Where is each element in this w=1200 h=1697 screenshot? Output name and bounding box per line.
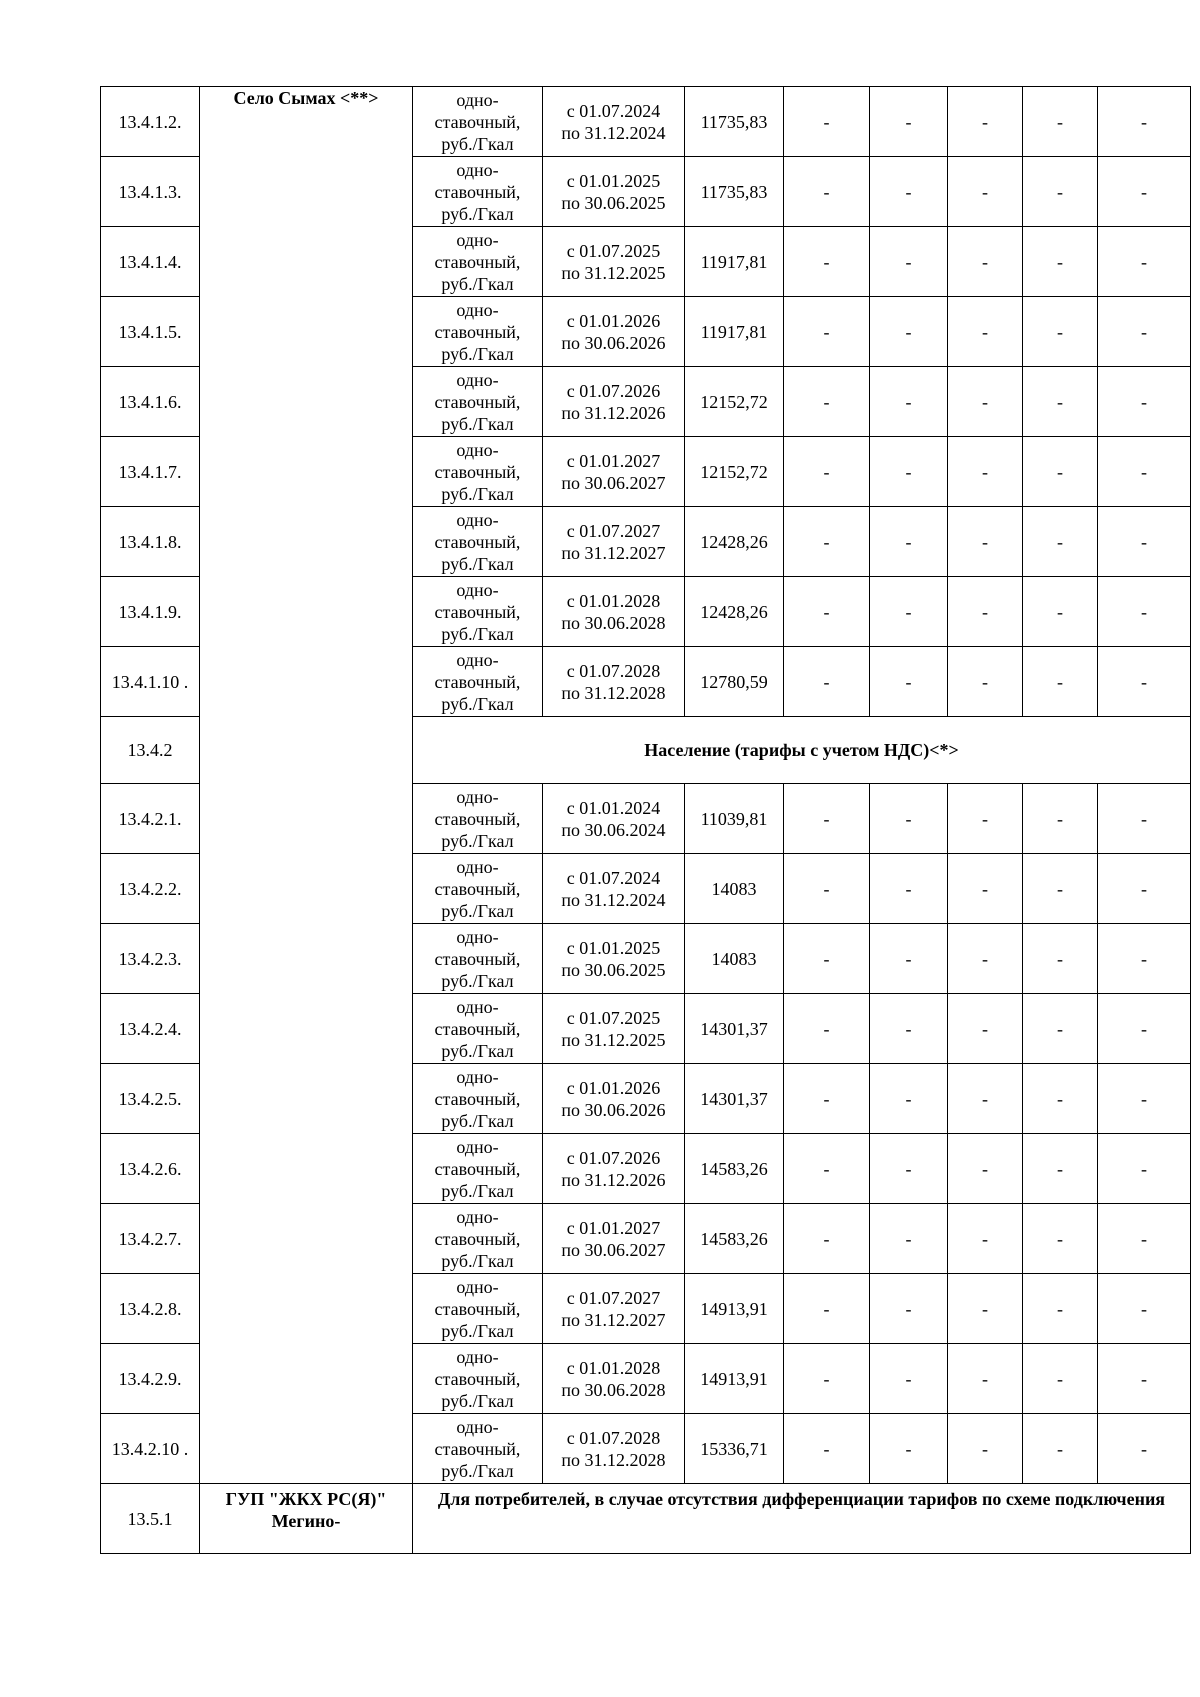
empty-cell: - [1098,1274,1191,1344]
empty-cell: - [870,437,948,507]
empty-cell: - [784,157,870,227]
period-to: по 30.06.2025 [561,192,666,213]
empty-cell: - [1023,784,1098,854]
tariff-type: одно-ставочный, руб./Гкал [413,87,543,157]
empty-cell: - [948,1204,1023,1274]
empty-cell: - [784,227,870,297]
empty-cell: - [1023,1204,1098,1274]
empty-cell: - [948,1274,1023,1344]
empty-cell: - [1023,157,1098,227]
row-number: 13.4.2.6. [101,1134,200,1204]
empty-cell: - [948,157,1023,227]
empty-cell: - [1098,1064,1191,1134]
period-to: по 31.12.2026 [561,402,666,423]
empty-cell: - [948,854,1023,924]
empty-cell: - [1023,924,1098,994]
empty-cell: - [1098,854,1191,924]
tariff-value: 14301,37 [685,994,784,1064]
tariff-period [543,1274,685,1344]
empty-cell: - [1023,577,1098,647]
empty-cell: - [870,854,948,924]
empty-cell: - [1023,1064,1098,1134]
period-from: с 01.01.2025 [566,170,661,191]
tariff-value: 11735,83 [685,87,784,157]
row-number: 13.4.2.10 . [101,1414,200,1484]
empty-cell: - [948,437,1023,507]
empty-cell: - [1098,924,1191,994]
tariff-type: одно-ставочный, руб./Гкал [413,1344,543,1414]
empty-cell: - [948,1344,1023,1414]
empty-cell: - [948,367,1023,437]
empty-cell: - [1098,87,1191,157]
empty-cell: - [870,367,948,437]
period-to: по 31.12.2025 [561,1029,666,1050]
tariff-type: одно-ставочный, руб./Гкал [413,1274,543,1344]
empty-cell: - [870,1344,948,1414]
tariff-value: 11917,81 [685,297,784,367]
empty-cell: - [870,1414,948,1484]
period-from: с 01.01.2024 [566,797,661,818]
tariff-type: одно-ставочный, руб./Гкал [413,1064,543,1134]
tariff-table [100,86,1191,1554]
period-to: по 31.12.2027 [561,1309,666,1330]
table-row [101,87,1191,157]
row-number: 13.4.2.5. [101,1064,200,1134]
tariff-period [543,157,685,227]
tariff-value: 14913,91 [685,1274,784,1344]
period-to: по 30.06.2027 [561,1239,666,1260]
period-to: по 31.12.2024 [561,889,666,910]
tariff-value: 11917,81 [685,227,784,297]
empty-cell: - [784,367,870,437]
tariff-value: 12152,72 [685,437,784,507]
tariff-period [543,437,685,507]
tariff-period [543,87,685,157]
tariff-type: одно-ставочный, руб./Гкал [413,227,543,297]
footer-number: 13.5.1 [101,1484,200,1554]
tariff-period [543,924,685,994]
row-number: 13.4.1.7. [101,437,200,507]
empty-cell: - [870,1134,948,1204]
tariff-table-body [101,87,1191,1554]
empty-cell: - [1098,1204,1191,1274]
tariff-type: одно-ставочный, руб./Гкал [413,784,543,854]
period-from: с 01.01.2028 [566,1357,661,1378]
empty-cell: - [784,1344,870,1414]
empty-cell: - [948,297,1023,367]
tariff-period [543,784,685,854]
empty-cell: - [1023,994,1098,1064]
tariff-value: 12428,26 [685,507,784,577]
period-to: по 30.06.2026 [561,332,666,353]
period-from: с 01.07.2027 [566,1287,661,1308]
period-from: с 01.07.2024 [566,100,661,121]
tariff-period [543,1414,685,1484]
period-from: с 01.07.2025 [566,1007,661,1028]
empty-cell: - [784,1414,870,1484]
empty-cell: - [1023,647,1098,717]
empty-cell: - [870,87,948,157]
empty-cell: - [1098,507,1191,577]
empty-cell: - [784,924,870,994]
empty-cell: - [784,87,870,157]
period-to: по 31.12.2028 [561,1449,666,1470]
tariff-type: одно-ставочный, руб./Гкал [413,157,543,227]
tariff-type: одно-ставочный, руб./Гкал [413,437,543,507]
empty-cell: - [1023,1274,1098,1344]
period-from: с 01.01.2027 [566,1217,661,1238]
row-number: 13.4.2.1. [101,784,200,854]
period-to: по 30.06.2024 [561,819,666,840]
empty-cell: - [948,647,1023,717]
period-from: с 01.01.2026 [566,310,661,331]
tariff-value: 11039,81 [685,784,784,854]
empty-cell: - [1098,157,1191,227]
empty-cell: - [1098,437,1191,507]
tariff-type: одно-ставочный, руб./Гкал [413,297,543,367]
period-from: с 01.01.2028 [566,590,661,611]
empty-cell: - [948,994,1023,1064]
empty-cell: - [1023,854,1098,924]
period-to: по 30.06.2025 [561,959,666,980]
empty-cell: - [1098,297,1191,367]
row-number: 13.4.1.3. [101,157,200,227]
empty-cell: - [948,1064,1023,1134]
empty-cell: - [784,437,870,507]
section-title: Население (тарифы с учетом НДС)<*> [413,717,1191,784]
tariff-type: одно-ставочный, руб./Гкал [413,507,543,577]
row-number: 13.4.1.2. [101,87,200,157]
empty-cell: - [948,784,1023,854]
tariff-period [543,647,685,717]
tariff-value: 14583,26 [685,1134,784,1204]
tariff-type: одно-ставочный, руб./Гкал [413,854,543,924]
row-number: 13.4.2.8. [101,1274,200,1344]
period-from: с 01.07.2025 [566,240,661,261]
row-number: 13.4.2.4. [101,994,200,1064]
empty-cell: - [1023,1344,1098,1414]
tariff-value: 12780,59 [685,647,784,717]
organization-name: ГУП "ЖКХ РС(Я)" Мегино- [200,1484,413,1554]
tariff-period [543,1204,685,1274]
empty-cell: - [1098,1414,1191,1484]
period-to: по 30.06.2028 [561,1379,666,1400]
section-number: 13.4.2 [101,717,200,784]
empty-cell: - [1023,1414,1098,1484]
empty-cell: - [1098,1134,1191,1204]
empty-cell: - [948,87,1023,157]
empty-cell: - [784,297,870,367]
empty-cell: - [1023,227,1098,297]
tariff-period [543,1134,685,1204]
empty-cell: - [1023,87,1098,157]
row-number: 13.4.1.10 . [101,647,200,717]
empty-cell: - [870,994,948,1064]
empty-cell: - [1098,1344,1191,1414]
tariff-value: 11735,83 [685,157,784,227]
tariff-type: одно-ставочный, руб./Гкал [413,1204,543,1274]
empty-cell: - [870,507,948,577]
empty-cell: - [1023,437,1098,507]
tariff-period [543,1064,685,1134]
row-number: 13.4.2.9. [101,1344,200,1414]
empty-cell: - [784,507,870,577]
empty-cell: - [784,1064,870,1134]
row-number: 13.4.2.2. [101,854,200,924]
period-to: по 31.12.2024 [561,122,666,143]
period-from: с 01.07.2027 [566,520,661,541]
tariff-value: 12152,72 [685,367,784,437]
empty-cell: - [1023,1134,1098,1204]
period-from: с 01.07.2028 [566,660,661,681]
tariff-value: 14083 [685,854,784,924]
period-to: по 30.06.2026 [561,1099,666,1120]
period-from: с 01.07.2026 [566,380,661,401]
tariff-type: одно-ставочный, руб./Гкал [413,577,543,647]
tariff-value: 12428,26 [685,577,784,647]
empty-cell: - [784,784,870,854]
period-from: с 01.07.2028 [566,1427,661,1448]
empty-cell: - [870,297,948,367]
tariff-type: одно-ставочный, руб./Гкал [413,367,543,437]
empty-cell: - [784,1204,870,1274]
settlement-name: Село Сымах <**> [200,87,413,1484]
empty-cell: - [784,854,870,924]
empty-cell: - [1098,994,1191,1064]
tariff-type: одно-ставочный, руб./Гкал [413,1134,543,1204]
period-from: с 01.01.2026 [566,1077,661,1098]
empty-cell: - [948,227,1023,297]
empty-cell: - [784,994,870,1064]
empty-cell: - [870,784,948,854]
tariff-type: одно-ставочный, руб./Гкал [413,1414,543,1484]
tariff-value: 14301,37 [685,1064,784,1134]
empty-cell: - [870,157,948,227]
empty-cell: - [870,1064,948,1134]
empty-cell: - [784,647,870,717]
empty-cell: - [948,577,1023,647]
empty-cell: - [870,1204,948,1274]
tariff-period [543,507,685,577]
empty-cell: - [870,577,948,647]
empty-cell: - [1098,577,1191,647]
empty-cell: - [948,924,1023,994]
empty-cell: - [870,924,948,994]
period-from: с 01.07.2026 [566,1147,661,1168]
tariff-period [543,297,685,367]
empty-cell: - [1098,227,1191,297]
period-to: по 31.12.2026 [561,1169,666,1190]
row-number: 13.4.2.3. [101,924,200,994]
row-number: 13.4.2.7. [101,1204,200,1274]
empty-cell: - [948,1134,1023,1204]
row-number: 13.4.1.5. [101,297,200,367]
row-number: 13.4.1.8. [101,507,200,577]
period-to: по 30.06.2027 [561,472,666,493]
tariff-period [543,227,685,297]
tariff-value: 14583,26 [685,1204,784,1274]
empty-cell: - [870,647,948,717]
empty-cell: - [784,577,870,647]
period-to: по 30.06.2028 [561,612,666,633]
empty-cell: - [1098,784,1191,854]
tariff-period [543,854,685,924]
period-from: с 01.01.2027 [566,450,661,471]
tariff-value: 14913,91 [685,1344,784,1414]
row-number: 13.4.1.4. [101,227,200,297]
empty-cell: - [1098,367,1191,437]
tariff-type: одно-ставочный, руб./Гкал [413,647,543,717]
tariff-period [543,994,685,1064]
period-to: по 31.12.2027 [561,542,666,563]
period-from: с 01.01.2025 [566,937,661,958]
tariff-type: одно-ставочный, руб./Гкал [413,924,543,994]
empty-cell: - [870,227,948,297]
tariff-period [543,367,685,437]
footer-row [101,1484,1191,1554]
empty-cell: - [870,1274,948,1344]
period-to: по 31.12.2028 [561,682,666,703]
empty-cell: - [1023,507,1098,577]
empty-cell: - [948,507,1023,577]
tariff-value: 14083 [685,924,784,994]
tariff-period [543,577,685,647]
empty-cell: - [1023,367,1098,437]
empty-cell: - [1098,647,1191,717]
period-from: с 01.07.2024 [566,867,661,888]
row-number: 13.4.1.6. [101,367,200,437]
empty-cell: - [784,1134,870,1204]
row-number: 13.4.1.9. [101,577,200,647]
period-to: по 31.12.2025 [561,262,666,283]
tariff-type: одно-ставочный, руб./Гкал [413,994,543,1064]
tariff-period [543,1344,685,1414]
footer-note: Для потребителей, в случае отсутствия дифференциации тарифов по схеме подключения [413,1484,1191,1554]
empty-cell: - [948,1414,1023,1484]
tariff-value: 15336,71 [685,1414,784,1484]
empty-cell: - [1023,297,1098,367]
empty-cell: - [784,1274,870,1344]
